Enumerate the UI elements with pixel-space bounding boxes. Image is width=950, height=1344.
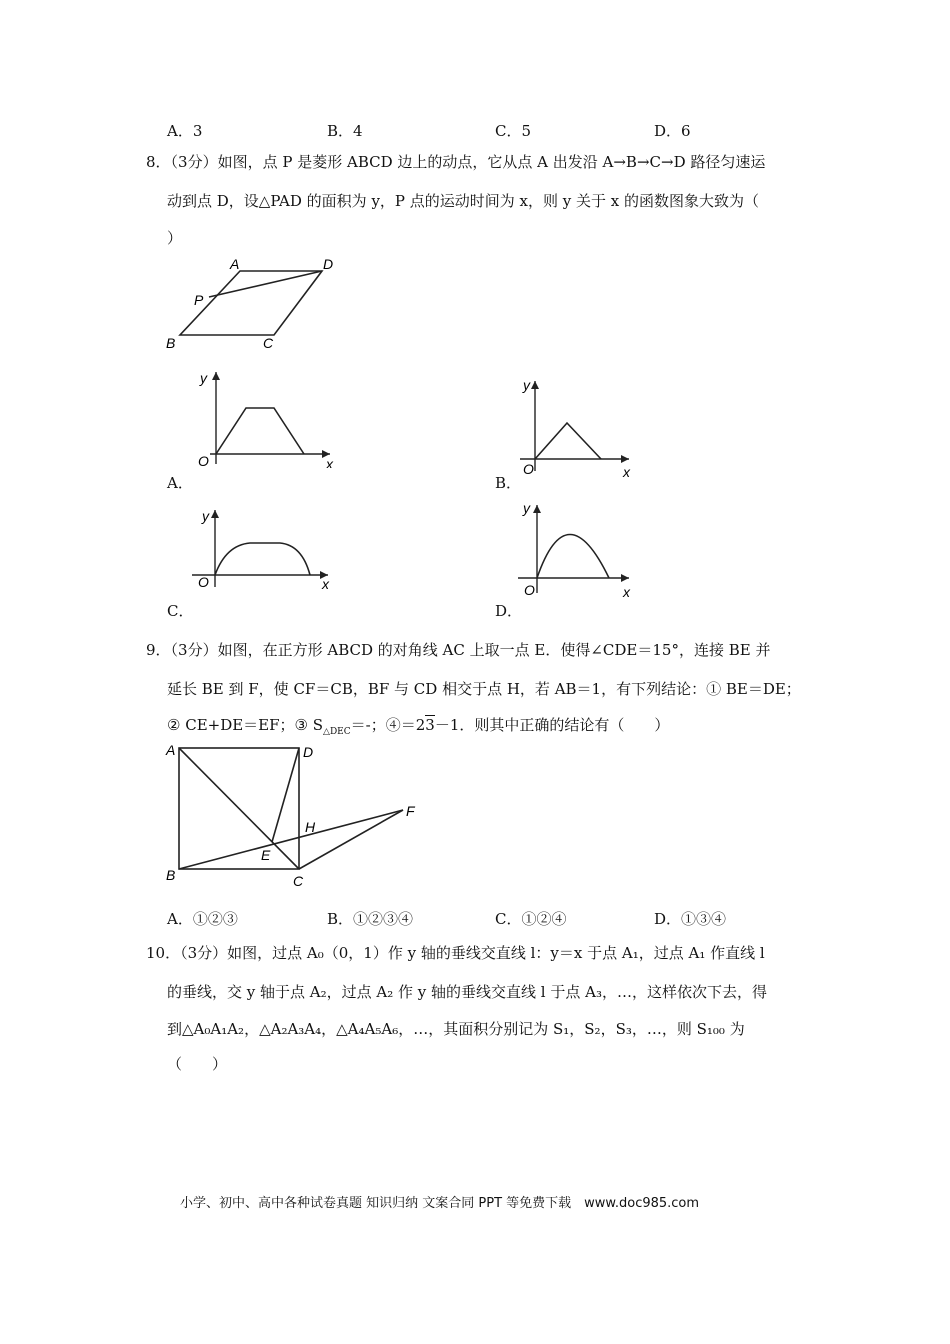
q8-number: 8． [146,153,171,171]
q10-text-1: 如图，过点 A₀（0，1）作 y 轴的垂线交直线 l：y＝x 于点 A₁，过点 A₁ 作直线 l [227,944,765,962]
q8-graph-a-origin-label: O [198,453,209,468]
q9-option-c: C．①②④ [495,910,567,928]
q9-label-d: D [303,744,314,760]
q8-graph-a-x-label: x [326,456,333,468]
q8-label-a: A [230,256,240,272]
q9-line-3 [167,715,669,742]
q8-label-c: C [263,335,274,351]
q8-graph-d-origin-label: O [524,582,535,598]
q8-label-p: P [194,292,204,308]
q9-square-figure [160,740,425,890]
q8-graph-b-y-label: y [523,377,530,393]
q9-option-a: A．①②③ [167,910,238,928]
q8-option-a: A． [167,474,193,492]
q9-label-a: A [166,742,176,758]
q9-area-subscript: △DEC [323,727,351,737]
q8-graph-a-y-label: y [200,370,207,386]
q8-option-c: C． [167,602,194,620]
q8-graph-d [515,497,640,602]
q9-label-h: H [305,819,316,835]
q8-graph-d-y-label: y [523,500,530,516]
q9-text-1: 如图，在正方形 ABCD 的对角线 AC 上取一点 E．使得∠CDE＝15°，连接 BE 并 [217,641,771,659]
q10-score: （3分） [180,944,228,962]
q9-score: （3分） [170,641,218,659]
q8-graph-c [188,505,338,595]
q9-option-d: D．①③④ [654,910,727,928]
q8-graph-b-x-label: x [623,464,630,480]
q7-option-b: B．4 [327,122,363,140]
q8-text-1: 如图，点 P 是菱形 ABCD 边上的动点，它从点 A 出发沿 A→B→C→D 路径匀速运 [217,153,766,171]
q9-text-3c: －1．则其中正确的结论有（ ） [434,716,670,734]
q9-text-3b: ＝-；④＝2 [350,716,426,734]
q8-graph-c-x-label: x [322,576,329,592]
q10-line-1 [146,943,765,963]
q8-graph-a [190,368,340,468]
q8-graph-b [515,375,640,480]
q10-line-3: 到△A₀A₁A₂，△A₂A₃A₄，△A₄A₅A₆，…，其面积分别记为 S₁，S₂，S₃，…，则 S₁₀₀ 为 [167,1020,745,1038]
q8-line-2: 动到点 D，设△PAD 的面积为 y，P 点的运动时间为 x，则 y 关于 x 的函数图象大致为（ [167,192,760,210]
q8-option-d: D． [495,602,523,620]
q8-score: （3分） [170,153,218,171]
q8-graph-b-origin-label: O [523,461,534,477]
q8-line-1 [146,152,765,172]
q9-text-3a: ② CE+DE＝EF；③ S [167,716,324,734]
q9-number: 9． [146,641,171,659]
q9-label-f: F [406,803,415,819]
q9-line-2: 延长 BE 到 F，使 CF＝CB，BF 与 CD 相交于点 H，若 AB＝1，有下列结论：① BE＝DE； [167,680,801,698]
q10-number: 10． [146,944,181,962]
q9-label-c: C [293,873,304,889]
q9-line-1 [146,640,770,660]
q9-label-b: B [166,867,176,883]
q7-option-c: C．5 [495,122,532,140]
q8-rhombus-figure [160,255,350,355]
q8-label-d: D [323,256,334,272]
page-footer: 小学、初中、高中各种试卷真题 知识归纳 文案合同 PPT 等免费下载 www.doc985.com [180,1196,700,1211]
q8-graph-c-y-label: y [202,508,209,524]
q9-option-b: B．①②③④ [327,910,414,928]
q8-label-b: B [166,335,176,351]
q8-graph-c-origin-label: O [198,574,209,590]
q8-graph-d-x-label: x [623,584,630,600]
q7-option-d: D．6 [654,122,691,140]
q9-label-e: E [261,847,271,863]
q10-line-2: 的垂线，交 y 轴于点 A₂，过点 A₂ 作 y 轴的垂线交直线 l 于点 A₃，…，这样依次下去，得 [167,983,767,1001]
q10-line-4: （ ） [167,1055,228,1073]
q8-line-3: ） [167,229,183,247]
q7-option-a: A．3 [167,122,203,140]
q8-option-b: B． [495,474,522,492]
q9-sqrt-radicand: 3 [425,716,435,734]
